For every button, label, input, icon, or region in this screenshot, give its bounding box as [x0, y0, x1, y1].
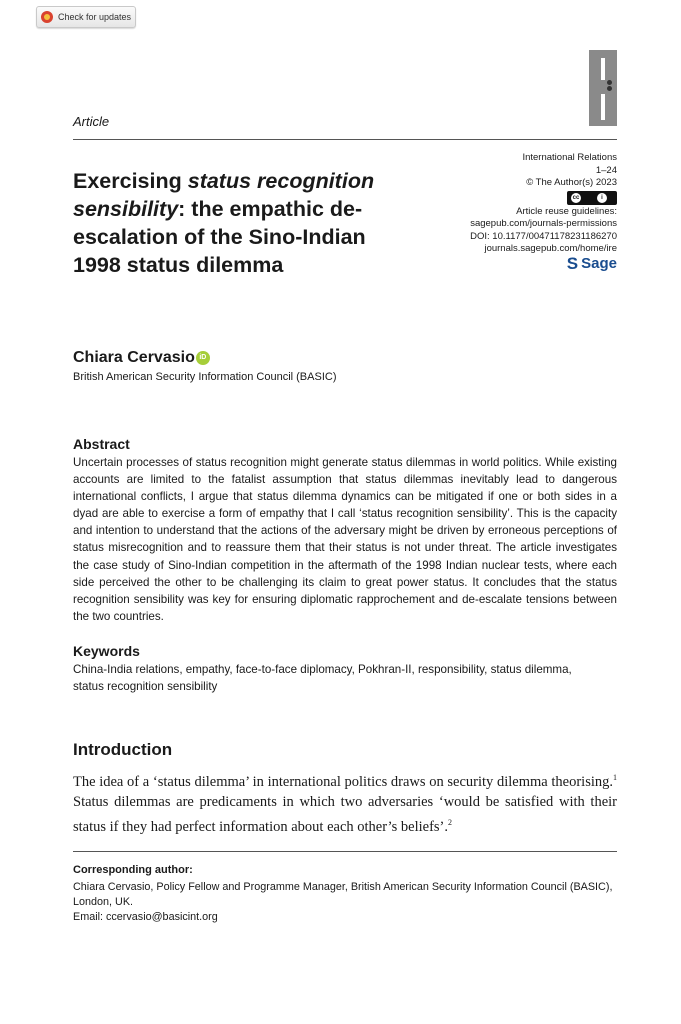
reuse-guidelines-label: Article reuse guidelines:	[516, 205, 617, 217]
header-divider	[73, 139, 617, 140]
logo-dot-bottom	[607, 86, 612, 91]
sage-wordmark: Sage	[581, 254, 617, 272]
page-range: 1–24	[595, 164, 617, 176]
introduction-heading: Introduction	[73, 740, 173, 759]
abstract-text: Uncertain processes of status recognition might generate status dilemmas in world politics. While existing accounts are limited to the fatalist assumption that status dilemmas inevitably lead to dangerous international conflicts, I argue that status dilemma dynamics can be mitigated if one or both sides in a dyad are able to exercise a form of empathy that I call ‘status recognition sensibility’. This is the capacity and intention to understand that the actions of the adversary might be driven by erroneous perceptions of status misrecognition and to reassure them that their status is not under threat. The article investigates the case study of Sino-Indian competition in the aftermath of the 1998 Indian nuclear tests, where each side perceived the other to be challenging its claim to great power status. It concludes that the status recognition sensibility was key for ensuring diplomatic rapprochement and de-escalate tensions between the two countries.	[73, 456, 617, 623]
copyright: © The Author(s) 2023	[526, 177, 617, 188]
corresponding-author-details	[73, 880, 613, 925]
crossmark-icon	[41, 11, 53, 23]
article-type-label: Article	[73, 114, 110, 129]
corresponding-author-email[interactable]: Email: ccervasio@basicint.org	[73, 911, 218, 923]
journal-name: International Relations	[522, 152, 617, 163]
article-title	[73, 167, 403, 279]
title-part-1: Exercising	[73, 169, 188, 193]
journal-homepage-link[interactable]: journals.sagepub.com/home/ire	[484, 243, 617, 254]
footnote-ref-1[interactable]: 1	[613, 773, 617, 782]
corresponding-author-heading: Corresponding author:	[73, 864, 193, 876]
publication-metadata	[397, 152, 617, 273]
sage-logo	[566, 253, 617, 273]
abstract-heading: Abstract	[73, 436, 130, 452]
keywords-heading: Keywords	[73, 643, 140, 659]
cc-icon-label: cc	[572, 194, 580, 201]
title-part-2: : the empathic de-escalation of the Sino-Indian 1998 status dilemma	[73, 197, 366, 277]
reuse-guidelines-link[interactable]: sagepub.com/journals-permissions	[470, 218, 617, 229]
corresponding-author-address: Chiara Cervasio, Policy Fellow and Programme Manager, British American Security Information Council (BASIC), London, UK.	[73, 881, 613, 908]
keywords-text: China-India relations, empathy, face-to-face diplomacy, Pokhran-II, responsibility, status dilemma, status recognition sensibility	[73, 663, 572, 693]
introduction-text	[73, 768, 617, 837]
by-icon-label: i	[597, 193, 607, 203]
intro-sentence-1: The idea of a ‘status dilemma’ in international politics draws on security dilemma theorising.	[73, 773, 613, 790]
title-italic: status recognition sensibility	[73, 169, 375, 221]
creative-commons-icon	[567, 191, 617, 205]
footnote-ref-2[interactable]: 2	[448, 817, 452, 827]
intro-sentence-2: Status dilemmas are predicaments in which two adversaries ‘would be satisfied with their status if they had perfect information about each other’s beliefs’.	[73, 794, 617, 835]
logo-bar-top	[601, 58, 605, 80]
sage-mark-icon: S	[566, 253, 579, 273]
orcid-icon[interactable]: iD	[196, 351, 210, 365]
logo-bar-bottom	[601, 94, 605, 120]
author-name: Chiara Cervasio	[73, 349, 195, 366]
doi[interactable]: DOI: 10.1177/00471178231186270	[470, 230, 617, 242]
author	[73, 349, 210, 367]
check-for-updates-label: Check for updates	[58, 12, 132, 22]
author-affiliation: British American Security Information Council (BASIC)	[73, 371, 337, 383]
footer-divider	[73, 851, 617, 852]
check-for-updates-button[interactable]	[36, 6, 136, 28]
journal-logo	[589, 50, 617, 126]
logo-dot-top	[607, 80, 612, 85]
